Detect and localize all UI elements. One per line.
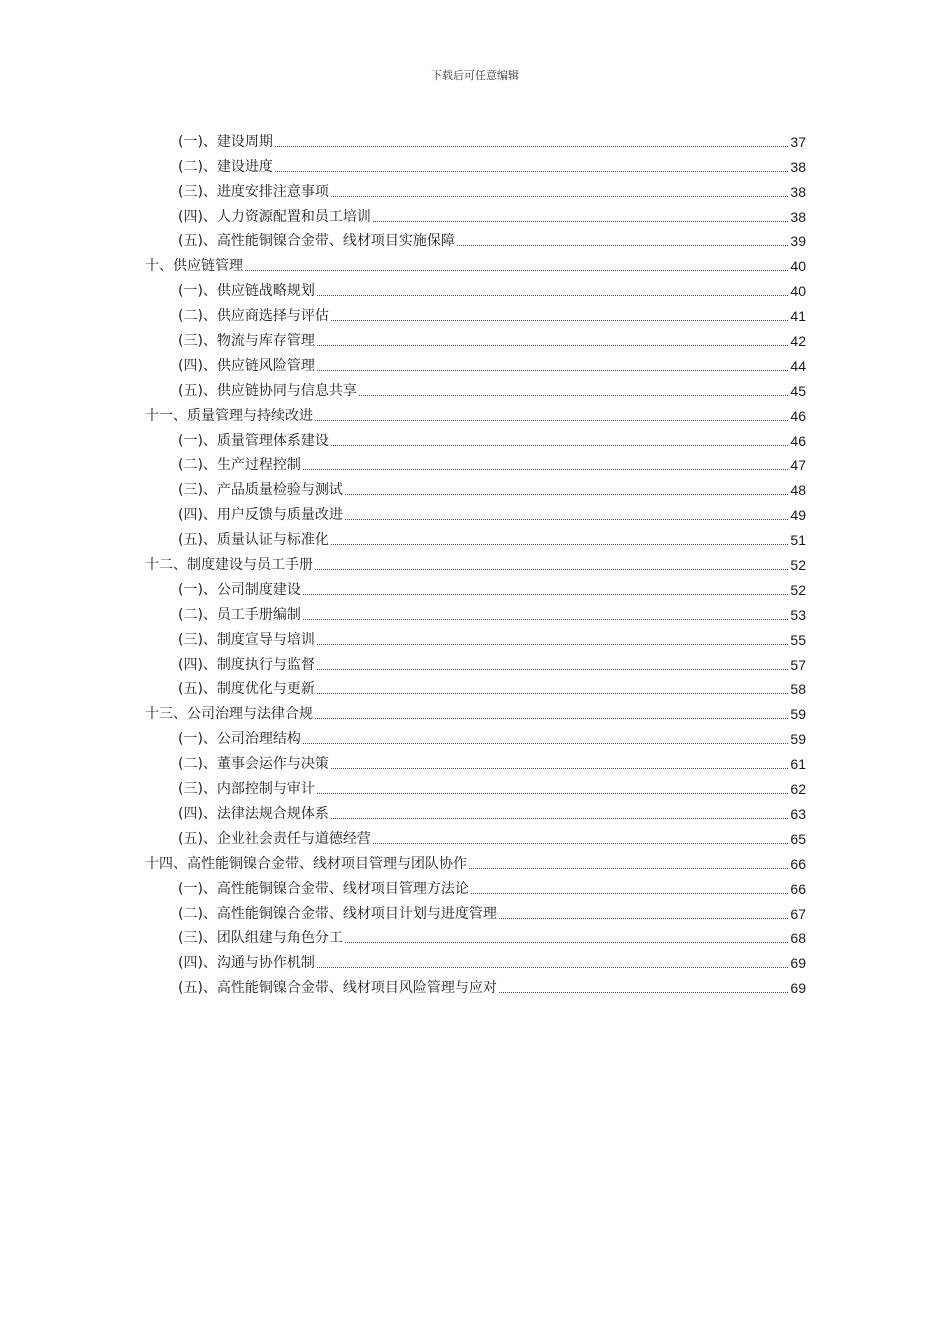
toc-entry-title: (四)、制度执行与监督 [178, 656, 315, 673]
toc-entry-title: 十一、质量管理与持续改进 [145, 407, 313, 424]
toc-dot-leader [317, 793, 788, 794]
toc-entry-title: (三)、制度宣导与培训 [178, 631, 315, 648]
toc-section-entry[interactable] [145, 350, 806, 375]
toc-entry-title: (二)、员工手册编制 [178, 606, 301, 623]
toc-page-number: 65 [790, 830, 806, 847]
toc-dot-leader [345, 494, 788, 495]
toc-page-number: 66 [790, 880, 806, 897]
toc-section-entry[interactable] [145, 126, 806, 151]
toc-dot-leader [345, 942, 788, 943]
toc-entry-title: (一)、公司治理结构 [178, 731, 301, 748]
toc-dot-leader [359, 395, 788, 396]
toc-page-number: 46 [790, 432, 806, 449]
toc-dot-leader [345, 519, 788, 520]
toc-section-entry[interactable] [145, 300, 806, 325]
toc-section-entry[interactable] [145, 649, 806, 674]
toc-page-number: 57 [790, 656, 806, 673]
toc-page-number: 61 [790, 756, 806, 773]
toc-page-number: 39 [790, 233, 806, 250]
toc-section-entry[interactable] [145, 201, 806, 226]
toc-section-entry[interactable] [145, 898, 806, 923]
toc-page-number: 52 [790, 557, 806, 574]
toc-section-entry[interactable] [145, 599, 806, 624]
toc-section-entry[interactable] [145, 524, 806, 549]
toc-page-number: 48 [790, 482, 806, 499]
toc-entry-title: (五)、高性能铜镍合金带、线材项目实施保障 [178, 233, 455, 250]
toc-page-number: 59 [790, 706, 806, 723]
toc-entry-title: (二)、董事会运作与决策 [178, 756, 329, 773]
toc-dot-leader [303, 743, 788, 744]
toc-entry-title: (三)、内部控制与审计 [178, 781, 315, 798]
toc-entry-title: (四)、用户反馈与质量改进 [178, 507, 343, 524]
toc-dot-leader [317, 370, 788, 371]
toc-page-number: 58 [790, 681, 806, 698]
toc-chapter-entry[interactable] [145, 848, 806, 873]
toc-entry-title: (四)、法律法规合规体系 [178, 805, 329, 822]
toc-dot-leader [331, 544, 788, 545]
toc-entry-title: 十、供应链管理 [145, 258, 243, 275]
toc-dot-leader [457, 245, 788, 246]
toc-entry-title: (一)、高性能铜镍合金带、线材项目管理方法论 [178, 880, 469, 897]
toc-dot-leader [303, 619, 788, 620]
toc-page-number: 46 [790, 407, 806, 424]
toc-page-number: 69 [790, 980, 806, 997]
toc-section-entry[interactable] [145, 275, 806, 300]
toc-dot-leader [317, 345, 788, 346]
toc-page-number: 38 [790, 183, 806, 200]
toc-dot-leader [275, 146, 788, 147]
toc-dot-leader [317, 967, 788, 968]
toc-entry-title: (四)、人力资源配置和员工培训 [178, 208, 371, 225]
toc-entry-title: 十三、公司治理与法律合规 [145, 706, 313, 723]
toc-dot-leader [331, 320, 788, 321]
toc-dot-leader [373, 843, 788, 844]
toc-section-entry[interactable] [145, 574, 806, 599]
toc-page-number: 37 [790, 133, 806, 150]
toc-section-entry[interactable] [145, 972, 806, 997]
toc-chapter-entry[interactable] [145, 250, 806, 275]
toc-section-entry[interactable] [145, 450, 806, 475]
toc-entry-title: (五)、高性能铜镍合金带、线材项目风险管理与应对 [178, 980, 497, 997]
toc-section-entry[interactable] [145, 176, 806, 201]
toc-page-number: 68 [790, 930, 806, 947]
toc-entry-title: (四)、沟通与协作机制 [178, 955, 315, 972]
toc-dot-leader [331, 768, 788, 769]
toc-dot-leader [303, 469, 788, 470]
toc-section-entry[interactable] [145, 425, 806, 450]
toc-page-number: 66 [790, 855, 806, 872]
toc-page-number: 55 [790, 631, 806, 648]
toc-page-number: 42 [790, 333, 806, 350]
toc-page-number: 44 [790, 357, 806, 374]
toc-entry-title: (三)、产品质量检验与测试 [178, 482, 343, 499]
toc-entry-title: (二)、高性能铜镍合金带、线材项目计划与进度管理 [178, 905, 497, 922]
toc-section-entry[interactable] [145, 375, 806, 400]
toc-page-number: 40 [790, 283, 806, 300]
toc-section-entry[interactable] [145, 823, 806, 848]
toc-entry-title: (五)、质量认证与标准化 [178, 532, 329, 549]
toc-chapter-entry[interactable] [145, 698, 806, 723]
toc-entry-title: (四)、供应链风险管理 [178, 357, 315, 374]
toc-chapter-entry[interactable] [145, 400, 806, 425]
toc-dot-leader [471, 893, 788, 894]
toc-entry-title: 十二、制度建设与员工手册 [145, 557, 313, 574]
toc-page-number: 67 [790, 905, 806, 922]
toc-section-entry[interactable] [145, 748, 806, 773]
toc-section-entry[interactable] [145, 873, 806, 898]
toc-section-entry[interactable] [145, 773, 806, 798]
toc-section-entry[interactable] [145, 474, 806, 499]
toc-page-number: 41 [790, 308, 806, 325]
toc-page-number: 51 [790, 532, 806, 549]
toc-dot-leader [317, 693, 788, 694]
toc-page-number: 63 [790, 805, 806, 822]
toc-dot-leader [373, 221, 788, 222]
toc-dot-leader [331, 196, 788, 197]
toc-entry-title: (五)、企业社会责任与道德经营 [178, 830, 371, 847]
toc-page-number: 40 [790, 258, 806, 275]
toc-entry-title: (五)、供应链协同与信息共享 [178, 382, 357, 399]
toc-entry-title: (三)、进度安排注意事项 [178, 183, 329, 200]
toc-dot-leader [331, 818, 788, 819]
toc-dot-leader [317, 669, 788, 670]
toc-entry-title: (一)、公司制度建设 [178, 581, 301, 598]
toc-dot-leader [499, 918, 788, 919]
toc-entry-title: (三)、物流与库存管理 [178, 333, 315, 350]
toc-dot-leader [499, 992, 788, 993]
toc-entry-title: 十四、高性能铜镍合金带、线材项目管理与团队协作 [145, 855, 467, 872]
toc-section-entry[interactable] [145, 798, 806, 823]
toc-page-number: 49 [790, 507, 806, 524]
toc-entry-title: (一)、质量管理体系建设 [178, 432, 329, 449]
toc-dot-leader [303, 594, 788, 595]
toc-section-entry[interactable] [145, 226, 806, 251]
toc-dot-leader [315, 569, 788, 570]
toc-section-entry[interactable] [145, 151, 806, 176]
toc-dot-leader [275, 171, 788, 172]
toc-dot-leader [317, 644, 788, 645]
toc-page-number: 38 [790, 158, 806, 175]
toc-section-entry[interactable] [145, 923, 806, 948]
toc-entry-title: (一)、建设周期 [178, 133, 273, 150]
toc-entry-title: (三)、团队组建与角色分工 [178, 930, 343, 947]
toc-section-entry[interactable] [145, 674, 806, 699]
toc-page-number: 52 [790, 581, 806, 598]
toc-chapter-entry[interactable] [145, 549, 806, 574]
toc-entry-title: (一)、供应链战略规划 [178, 283, 315, 300]
page-header: 下载后可任意编辑 [431, 69, 519, 82]
toc-dot-leader [315, 718, 788, 719]
toc-dot-leader [469, 868, 788, 869]
toc-entry-title: (五)、制度优化与更新 [178, 681, 315, 698]
toc-dot-leader [245, 270, 788, 271]
toc-section-entry[interactable] [145, 325, 806, 350]
table-of-contents [145, 126, 806, 997]
toc-section-entry[interactable] [145, 624, 806, 649]
toc-page-number: 62 [790, 781, 806, 798]
toc-page-number: 59 [790, 731, 806, 748]
toc-section-entry[interactable] [145, 499, 806, 524]
toc-page-number: 45 [790, 382, 806, 399]
toc-entry-title: (二)、生产过程控制 [178, 457, 301, 474]
toc-section-entry[interactable] [145, 723, 806, 748]
toc-entry-title: (二)、建设进度 [178, 158, 273, 175]
toc-page-number: 69 [790, 955, 806, 972]
toc-page-number: 47 [790, 457, 806, 474]
toc-page-number: 53 [790, 606, 806, 623]
toc-section-entry[interactable] [145, 947, 806, 972]
toc-page-number: 38 [790, 208, 806, 225]
toc-dot-leader [331, 445, 788, 446]
toc-dot-leader [315, 420, 788, 421]
toc-dot-leader [317, 295, 788, 296]
toc-entry-title: (二)、供应商选择与评估 [178, 308, 329, 325]
